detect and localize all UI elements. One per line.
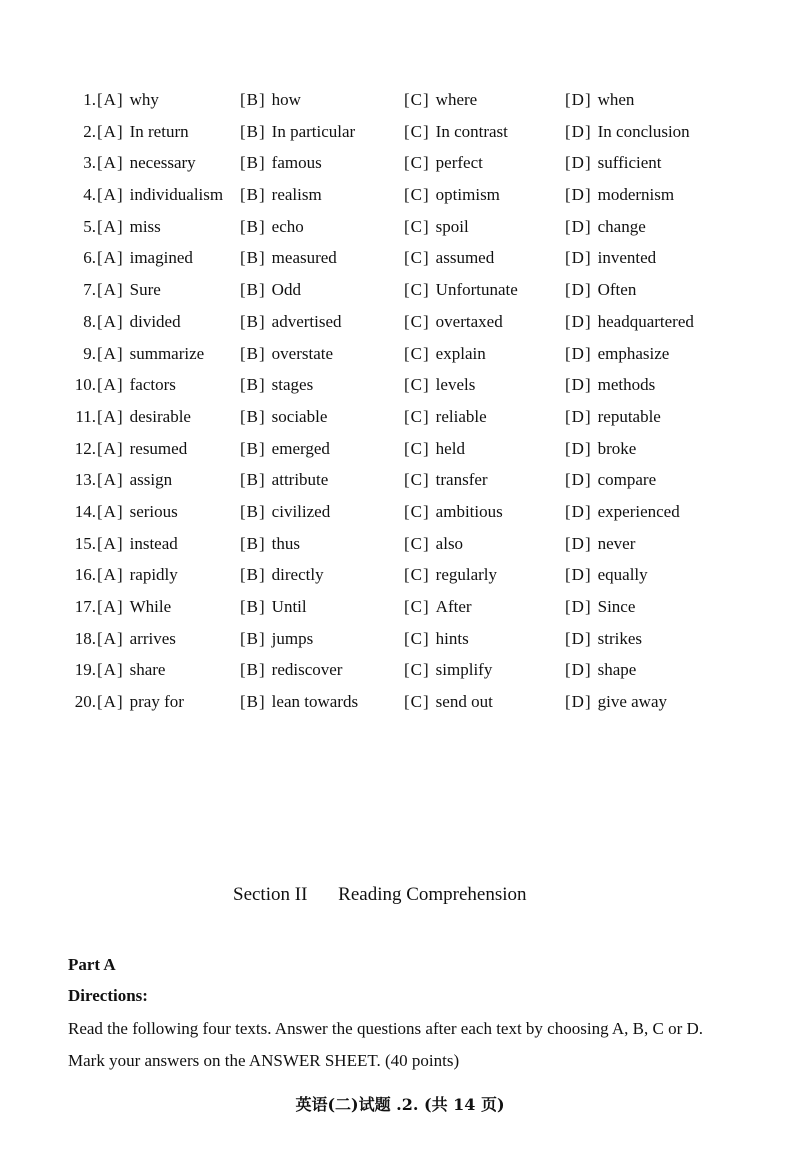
option-d: [565, 86, 634, 114]
option-letter: [C]: [404, 343, 430, 363]
option-text: overstate: [271, 343, 334, 363]
option-letter: [A]: [97, 121, 124, 141]
option-letter: [C]: [404, 533, 430, 553]
option-letter: [A]: [97, 375, 124, 395]
option-text: reliable: [435, 406, 487, 426]
option-a: [97, 340, 204, 368]
option-letter: [D]: [565, 280, 592, 300]
option-text: stages: [271, 375, 314, 395]
question-row: [64, 403, 764, 435]
option-letter: [D]: [565, 692, 592, 712]
option-letter: [A]: [97, 692, 124, 712]
directions-text: Read the following four texts. Answer the questions after each text by choosing A, B, C or D. Mark your answers on the ANSWER SHEET. (40 points): [68, 1019, 704, 1070]
option-text: shape: [597, 660, 637, 680]
option-a: [97, 308, 181, 336]
option-text: resumed: [129, 438, 188, 458]
option-c: [404, 688, 493, 716]
option-b: [240, 530, 300, 558]
option-text: rediscover: [271, 660, 343, 680]
option-b: [240, 86, 301, 114]
question-number: 1.: [83, 90, 96, 109]
option-text: rapidly: [129, 565, 178, 585]
option-text: necessary: [129, 153, 196, 173]
option-letter: [A]: [97, 216, 124, 236]
option-text: assign: [129, 470, 173, 490]
option-text: attribute: [271, 470, 329, 490]
option-a: [97, 149, 196, 177]
option-letter: [C]: [404, 90, 430, 109]
option-text: strikes: [597, 628, 642, 648]
option-letter: [A]: [97, 343, 124, 363]
option-text: In conclusion: [597, 121, 690, 141]
option-letter: [C]: [404, 597, 430, 616]
option-text: measured: [271, 248, 337, 268]
option-letter: [A]: [97, 660, 124, 680]
question-number: 14.: [74, 501, 96, 521]
question-row: [64, 593, 764, 625]
option-text: experienced: [597, 501, 680, 521]
option-a: [97, 561, 178, 589]
option-d: [565, 435, 636, 463]
option-d: [565, 340, 669, 368]
option-b: [240, 213, 304, 241]
question-number: 11.: [75, 406, 96, 426]
option-text: imagined: [129, 248, 193, 268]
option-letter: [D]: [565, 153, 592, 173]
option-letter: [A]: [97, 565, 124, 585]
question-row: [64, 244, 764, 276]
option-b: [240, 561, 324, 589]
option-b: [240, 371, 313, 399]
option-a: [97, 656, 165, 684]
option-c: [404, 308, 503, 336]
option-letter: [D]: [565, 311, 592, 331]
option-b: [240, 276, 301, 304]
option-letter: [C]: [404, 216, 430, 236]
option-letter: [A]: [97, 597, 124, 616]
option-letter: [B]: [240, 216, 266, 236]
option-letter: [C]: [404, 501, 430, 521]
question-row: [64, 276, 764, 308]
option-letter: [A]: [97, 153, 124, 173]
question-number: 6.: [83, 248, 96, 268]
option-letter: [B]: [240, 121, 266, 141]
option-text: change: [597, 216, 646, 236]
option-text: hints: [435, 628, 469, 648]
option-a: [97, 688, 184, 716]
question-number: 7.: [83, 280, 96, 300]
option-b: [240, 625, 313, 653]
option-letter: [C]: [404, 660, 430, 680]
option-text: summarize: [129, 343, 205, 363]
option-text: explain: [435, 343, 486, 363]
option-letter: [B]: [240, 533, 266, 553]
option-letter: [B]: [240, 375, 266, 395]
option-b: [240, 118, 355, 146]
option-letter: [A]: [97, 501, 124, 521]
option-b: [240, 688, 358, 716]
option-a: [97, 244, 193, 272]
option-d: [565, 403, 661, 431]
option-d: [565, 308, 694, 336]
option-letter: [A]: [97, 438, 124, 458]
option-letter: [C]: [404, 185, 430, 205]
option-letter: [A]: [97, 470, 124, 490]
option-text: individualism: [129, 185, 224, 205]
option-text: echo: [271, 216, 304, 236]
option-text: compare: [597, 470, 657, 490]
option-a: [97, 276, 161, 304]
option-letter: [A]: [97, 628, 124, 648]
option-text: methods: [597, 375, 656, 395]
option-letter: [C]: [404, 311, 430, 331]
option-letter: [D]: [565, 533, 592, 553]
option-a: [97, 593, 171, 621]
option-text: pray for: [129, 692, 184, 712]
option-letter: [D]: [565, 406, 592, 426]
part-title: Part A: [68, 955, 116, 974]
option-d: [565, 181, 674, 209]
option-text: where: [435, 90, 478, 109]
section-heading: [233, 884, 527, 906]
option-d: [565, 244, 656, 272]
option-a: [97, 213, 161, 241]
question-number: 13.: [74, 470, 96, 490]
question-number: 10.: [74, 375, 96, 395]
option-letter: [B]: [240, 311, 266, 331]
question-row: [64, 466, 764, 498]
question-row: [64, 561, 764, 593]
option-a: [97, 118, 189, 146]
option-text: While: [129, 597, 172, 616]
option-b: [240, 593, 307, 621]
option-text: thus: [271, 533, 301, 553]
question-row: [64, 181, 764, 213]
option-text: Often: [597, 280, 637, 300]
option-text: levels: [435, 375, 476, 395]
option-text: send out: [435, 692, 493, 712]
option-c: [404, 403, 487, 431]
option-letter: [B]: [240, 692, 266, 712]
option-letter: [D]: [565, 628, 592, 648]
option-letter: [D]: [565, 438, 592, 458]
option-letter: [D]: [565, 185, 592, 205]
question-row: [64, 656, 764, 688]
option-c: [404, 244, 494, 272]
option-b: [240, 181, 322, 209]
option-a: [97, 498, 178, 526]
option-text: directly: [271, 565, 324, 585]
option-letter: [A]: [97, 90, 124, 109]
option-text: emphasize: [597, 343, 670, 363]
option-letter: [B]: [240, 660, 266, 680]
section-title: Reading Comprehension: [338, 884, 527, 905]
option-b: [240, 340, 333, 368]
question-number: 12.: [74, 438, 96, 458]
question-number: 19.: [74, 660, 96, 680]
option-d: [565, 371, 655, 399]
option-text: In particular: [271, 121, 356, 141]
option-letter: [C]: [404, 438, 430, 458]
option-text: when: [597, 90, 635, 109]
option-letter: [D]: [565, 470, 592, 490]
option-b: [240, 308, 342, 336]
option-text: equally: [597, 565, 648, 585]
option-d: [565, 118, 690, 146]
option-text: desirable: [129, 406, 191, 426]
option-letter: [D]: [565, 375, 592, 395]
option-letter: [C]: [404, 121, 430, 141]
option-letter: [C]: [404, 565, 430, 585]
option-text: arrives: [129, 628, 176, 648]
option-text: instead: [129, 533, 178, 553]
option-text: In contrast: [435, 121, 508, 141]
option-text: Odd: [271, 280, 301, 300]
option-text: spoil: [435, 216, 469, 236]
option-b: [240, 149, 322, 177]
option-text: divided: [129, 311, 181, 331]
question-row: [64, 86, 764, 118]
option-letter: [B]: [240, 438, 266, 458]
option-letter: [B]: [240, 153, 266, 173]
option-c: [404, 498, 503, 526]
option-c: [404, 118, 508, 146]
option-letter: [D]: [565, 501, 592, 521]
option-text: modernism: [597, 185, 675, 205]
option-c: [404, 340, 486, 368]
option-letter: [B]: [240, 628, 266, 648]
question-number: 4.: [83, 185, 96, 205]
option-text: ambitious: [435, 501, 503, 521]
option-letter: [C]: [404, 280, 430, 300]
option-text: broke: [597, 438, 637, 458]
question-row: [64, 149, 764, 181]
option-text: how: [271, 90, 301, 109]
option-text: miss: [129, 216, 161, 236]
question-number: 8.: [83, 311, 96, 331]
option-text: transfer: [435, 470, 488, 490]
option-text: held: [435, 438, 465, 458]
question-number: 15.: [74, 533, 96, 553]
option-b: [240, 466, 328, 494]
option-letter: [B]: [240, 470, 266, 490]
option-text: serious: [129, 501, 178, 521]
question-row: [64, 213, 764, 245]
option-c: [404, 656, 492, 684]
option-d: [565, 561, 648, 589]
option-text: also: [435, 533, 464, 553]
option-letter: [D]: [565, 216, 592, 236]
option-c: [404, 149, 483, 177]
option-c: [404, 561, 497, 589]
option-a: [97, 435, 187, 463]
question-row: [64, 688, 764, 720]
question-number: 2.: [83, 121, 96, 141]
option-d: [565, 688, 667, 716]
option-letter: [C]: [404, 375, 430, 395]
option-text: advertised: [271, 311, 342, 331]
option-letter: [D]: [565, 565, 592, 585]
option-letter: [B]: [240, 597, 266, 616]
option-text: assumed: [435, 248, 495, 268]
question-row: [64, 625, 764, 657]
option-letter: [C]: [404, 692, 430, 712]
option-b: [240, 656, 342, 684]
option-text: regularly: [435, 565, 498, 585]
option-text: sufficient: [597, 153, 662, 173]
question-row: [64, 308, 764, 340]
option-letter: [B]: [240, 406, 266, 426]
option-letter: [D]: [565, 660, 592, 680]
option-text: overtaxed: [435, 311, 503, 331]
option-letter: [B]: [240, 248, 266, 268]
option-text: emerged: [271, 438, 330, 458]
option-text: jumps: [271, 628, 314, 648]
option-text: Until: [271, 597, 307, 616]
option-text: sociable: [271, 406, 328, 426]
question-row: [64, 371, 764, 403]
question-options-list: [64, 86, 764, 720]
option-d: [565, 625, 642, 653]
option-d: [565, 498, 680, 526]
option-letter: [C]: [404, 406, 430, 426]
option-c: [404, 371, 475, 399]
option-text: never: [597, 533, 636, 553]
option-text: headquartered: [597, 311, 694, 331]
option-letter: [B]: [240, 501, 266, 521]
option-letter: [A]: [97, 185, 124, 205]
option-c: [404, 466, 488, 494]
option-c: [404, 593, 472, 621]
question-row: [64, 530, 764, 562]
page-footer: 英语(二)试题 .2. (共 14 页): [295, 1095, 505, 1114]
option-text: realism: [271, 185, 322, 205]
option-letter: [D]: [565, 597, 592, 616]
option-text: Unfortunate: [435, 280, 518, 300]
question-row: [64, 498, 764, 530]
option-c: [404, 276, 518, 304]
question-number: 20.: [74, 692, 96, 712]
option-a: [97, 86, 159, 114]
option-b: [240, 435, 330, 463]
option-a: [97, 403, 191, 431]
option-letter: [B]: [240, 90, 266, 109]
option-letter: [D]: [565, 248, 592, 268]
question-number: 9.: [83, 343, 96, 363]
option-text: lean towards: [271, 692, 359, 712]
option-c: [404, 530, 463, 558]
question-number: 17.: [74, 597, 96, 616]
option-letter: [B]: [240, 343, 266, 363]
option-text: perfect: [435, 153, 483, 173]
option-c: [404, 213, 469, 241]
question-row: [64, 118, 764, 150]
option-b: [240, 498, 330, 526]
option-text: famous: [271, 153, 322, 173]
option-letter: [A]: [97, 280, 124, 300]
option-letter: [D]: [565, 343, 592, 363]
option-d: [565, 593, 635, 621]
question-row: [64, 435, 764, 467]
option-letter: [A]: [97, 406, 124, 426]
question-number: 16.: [74, 565, 96, 585]
option-text: Sure: [129, 280, 161, 300]
option-c: [404, 435, 465, 463]
option-letter: [B]: [240, 565, 266, 585]
option-text: invented: [597, 248, 657, 268]
option-letter: [C]: [404, 248, 430, 268]
option-letter: [C]: [404, 153, 430, 173]
option-c: [404, 86, 477, 114]
option-text: In return: [129, 121, 189, 141]
option-letter: [B]: [240, 185, 266, 205]
option-c: [404, 625, 469, 653]
option-text: Since: [597, 597, 636, 616]
option-letter: [A]: [97, 533, 124, 553]
question-number: 18.: [74, 628, 96, 648]
option-letter: [D]: [565, 121, 592, 141]
option-text: civilized: [271, 501, 331, 521]
option-letter: [B]: [240, 280, 266, 300]
section-number: Section II: [233, 884, 308, 905]
option-a: [97, 625, 176, 653]
directions-title: Directions:: [68, 986, 148, 1005]
question-row: [64, 340, 764, 372]
option-b: [240, 403, 327, 431]
option-text: share: [129, 660, 166, 680]
option-a: [97, 181, 223, 209]
option-c: [404, 181, 500, 209]
option-d: [565, 656, 636, 684]
option-d: [565, 276, 636, 304]
question-number: 5.: [83, 216, 96, 236]
option-d: [565, 466, 656, 494]
option-text: why: [129, 90, 159, 109]
option-b: [240, 244, 337, 272]
option-letter: [C]: [404, 628, 430, 648]
option-text: reputable: [597, 406, 661, 426]
option-a: [97, 530, 178, 558]
option-text: simplify: [435, 660, 493, 680]
option-letter: [D]: [565, 90, 592, 109]
option-text: optimism: [435, 185, 500, 205]
option-text: factors: [129, 375, 176, 395]
option-d: [565, 213, 646, 241]
option-letter: [A]: [97, 311, 124, 331]
option-a: [97, 371, 176, 399]
option-text: After: [435, 597, 472, 616]
option-letter: [A]: [97, 248, 124, 268]
option-a: [97, 466, 172, 494]
option-text: give away: [597, 692, 667, 712]
question-number: 3.: [83, 153, 96, 173]
option-d: [565, 149, 662, 177]
option-letter: [C]: [404, 470, 430, 490]
option-d: [565, 530, 635, 558]
